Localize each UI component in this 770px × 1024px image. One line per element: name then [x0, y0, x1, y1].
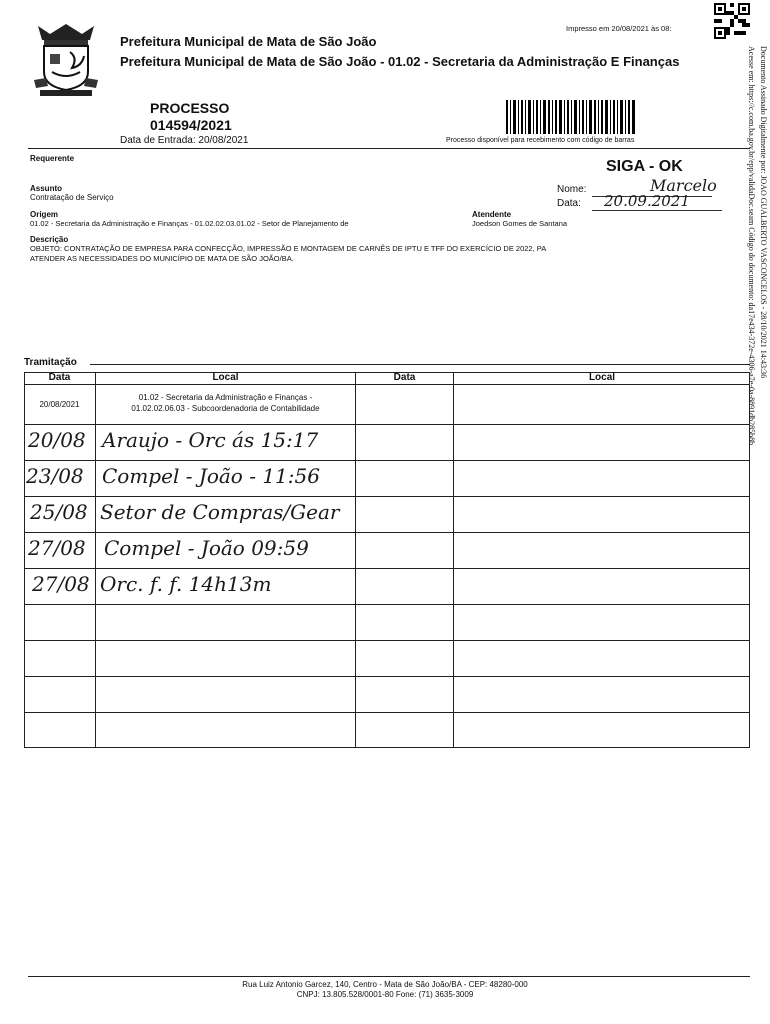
tramitacao-label: Tramitação — [24, 357, 77, 368]
first-row-date: 20/08/2021 — [39, 400, 80, 409]
printed-timestamp: Impresso em 20/08/2021 às 08: — [566, 24, 672, 33]
origem-label: Origem — [30, 210, 59, 219]
footer-address: Rua Luiz Antonio Garcez, 140, Centro - Mata de São João/BA - CEP: 48280-000 — [242, 980, 528, 989]
process-heading: PROCESSO — [150, 100, 230, 116]
assunto-label: Assunto — [30, 184, 62, 193]
assunto-value: Contratação de Serviço — [30, 193, 114, 202]
tramitacao-rule — [90, 364, 750, 365]
qr-code — [714, 3, 750, 39]
digital-signature-text: Documento Assinado Digitalmente por: JOAO GUALBERTO VASCONCELOS - 28/10/2021 14:43:36 — [759, 46, 768, 379]
coat-of-arms-logo — [30, 20, 102, 98]
atendente-value: Joedson Gomes de Santana — [472, 219, 568, 228]
header-title-line1: Prefeitura Municipal de Mata de São João — [120, 34, 377, 49]
origem-value: 01.02 - Secretaria da Administração e Finanças - 01.02.02.03.01.02 - Setor de Planejamento de — [30, 219, 349, 228]
requerente-label: Requerente — [30, 154, 75, 163]
first-row-local-line2: 01.02.02.06.03 - Subcoordenadoria de Contabilidade — [131, 404, 320, 413]
stamp-nome-value: Marcelo — [650, 176, 717, 195]
handwritten-date: 20/08 — [28, 428, 86, 452]
header-data-2: Data — [393, 372, 416, 383]
header-title-line2: Prefeitura Municipal de Mata de São João - 01.02 - Secretaria da Administração E Finanças — [120, 54, 680, 69]
header-local-2: Local — [588, 372, 616, 383]
barcode-caption: Processo disponível para recebimento com código de barras — [446, 137, 635, 144]
handwritten-date: 27/08 — [32, 572, 90, 596]
handwritten-local: Compel - João 09:59 — [104, 536, 309, 560]
atendente-label: Atendente — [472, 210, 512, 219]
descricao-line1: OBJETO: CONTRATAÇÃO DE EMPRESA PARA CONFECÇÃO, IMPRESSÃO E MONTAGEM DE CARNÊS DE IPTU E TFF DO EXERCÍCIO DE 2022, PA — [30, 244, 547, 253]
descricao-line2: ATENDER AS NECESSIDADES DO MUNICÍPIO DE MATA DE SÃO JOÃO/BA. — [30, 254, 294, 263]
handwritten-local: Araujo - Orc ás 15:17 — [102, 428, 319, 452]
footer-contact: CNPJ: 13.805.528/0001-80 Fone: (71) 3635-3009 — [296, 990, 474, 999]
handwritten-local: Orc. f. f. 14h13m — [100, 572, 272, 596]
stamp-data-value: 20.09.2021 — [604, 192, 690, 210]
header-data-1: Data — [48, 372, 71, 383]
first-row-local-line1: 01.02 - Secretaria da Administração e Finanças - — [138, 393, 313, 402]
entry-date: Data de Entrada: 20/08/2021 — [120, 135, 249, 146]
handwritten-date: 25/08 — [30, 500, 88, 524]
header-local-1: Local — [212, 372, 239, 383]
tramitacao-table — [24, 372, 750, 748]
handwritten-date: 27/08 — [28, 536, 86, 560]
stamp-data-label: Data: — [557, 198, 581, 209]
barcode — [506, 100, 636, 134]
footer-rule — [28, 976, 750, 977]
stamp-nome-label: Nome: — [557, 184, 587, 195]
handwritten-local: Compel - João - 11:56 — [102, 464, 320, 488]
handwritten-date: 23/08 — [26, 464, 84, 488]
document-access-text: Acesse em: https://c.com.ba.gov.br/epp/validaDoc.seam Código do documento: da17e434-372e-4306-a7e-0a-8891db285b8b — [747, 46, 756, 446]
process-number: 014594/2021 — [150, 117, 232, 133]
siga-stamp-title: SIGA - OK — [606, 158, 683, 175]
stamp-data-line — [592, 210, 722, 211]
handwritten-local: Setor de Compras/Gear — [100, 500, 340, 524]
descricao-label: Descrição — [30, 235, 69, 244]
separator-line — [28, 148, 750, 149]
